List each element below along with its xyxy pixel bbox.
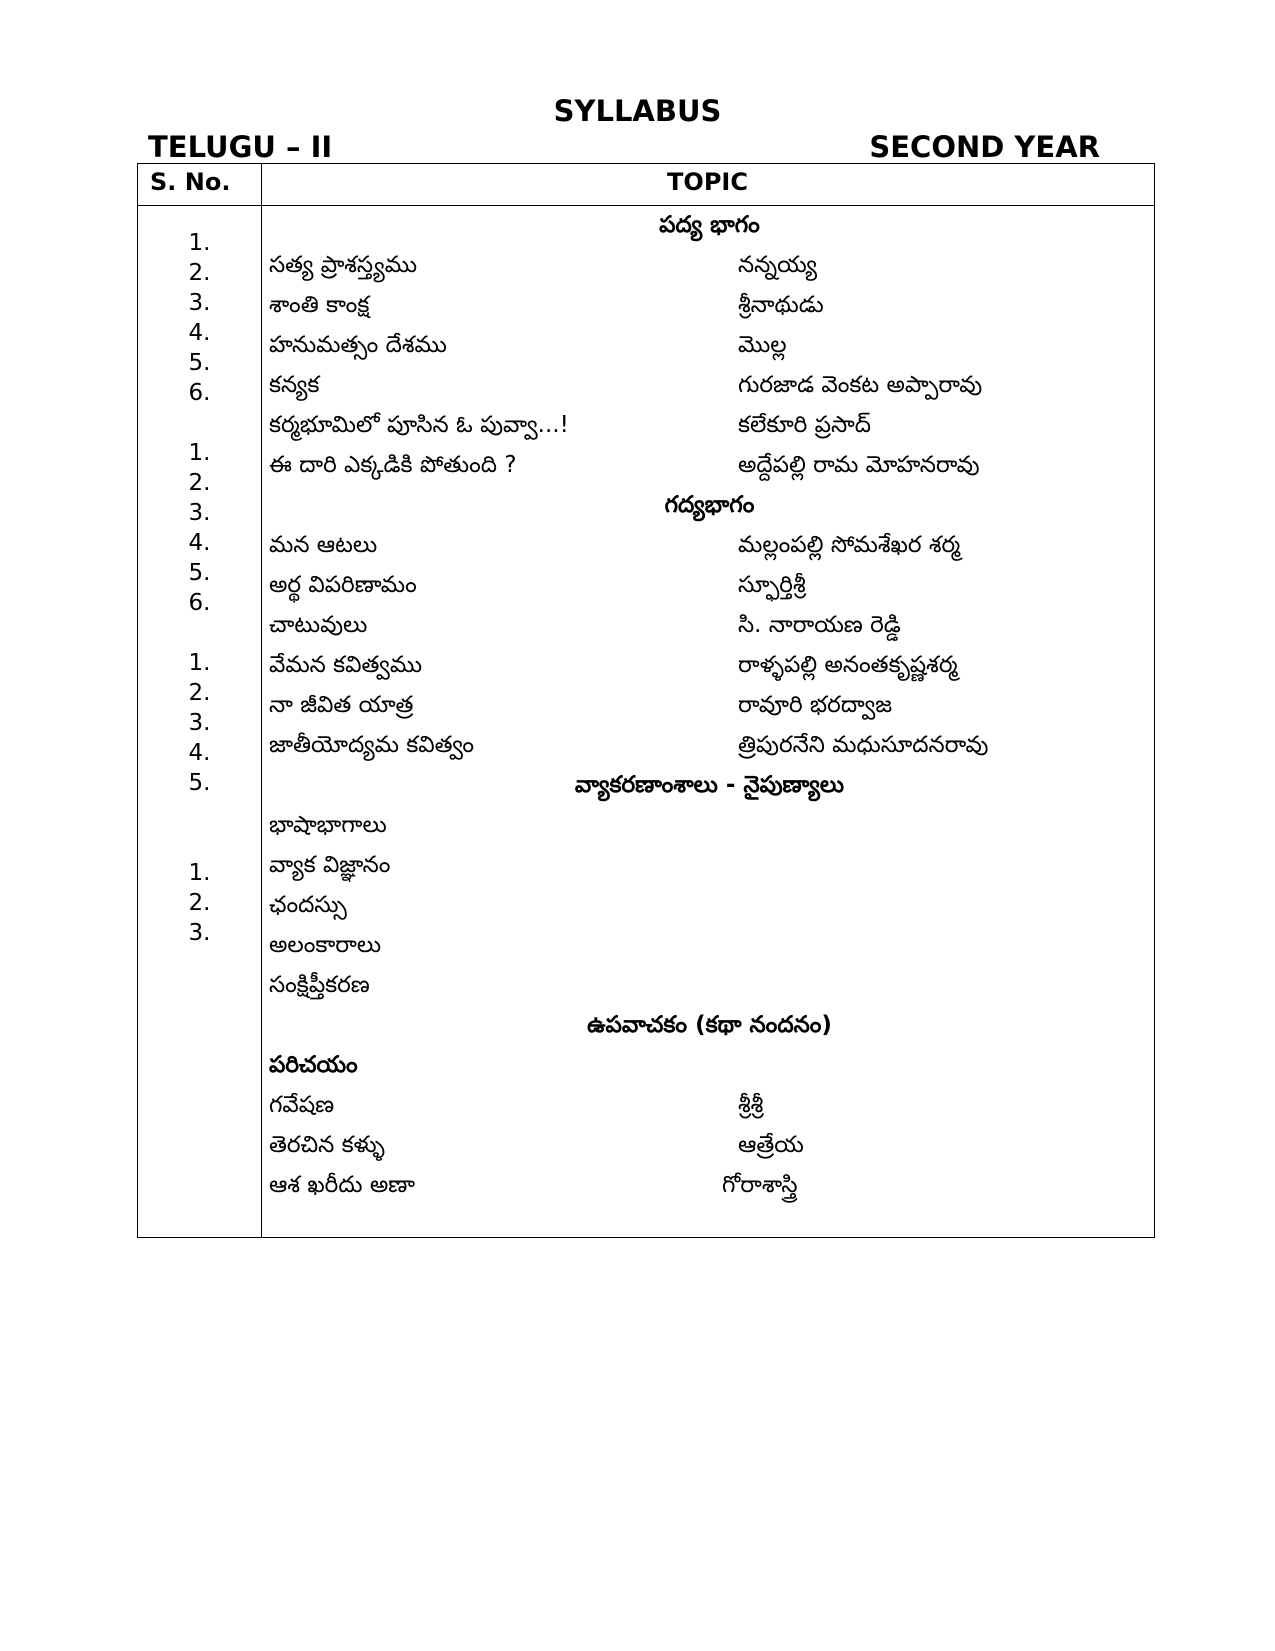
serial-number: 2. [188, 260, 211, 286]
list-item [269, 725, 1154, 765]
column-divider [261, 164, 262, 1237]
serial-number: 6. [188, 380, 211, 406]
list-item [269, 885, 1154, 925]
work-title: శాంతి కాంక్ష [269, 292, 370, 318]
topic-header: TOPIC [667, 168, 748, 196]
author-name: నన్నయ్య [738, 252, 817, 278]
list-item [269, 925, 1154, 965]
work-title: గవేషణ [269, 1092, 335, 1118]
serial-number: 6. [188, 590, 211, 616]
work-title: హనుమత్సం దేశము [269, 332, 447, 358]
author-name: కలేకూరి ప్రసాద్ [738, 412, 871, 438]
grammar-topic: సంక్షిప్తీకరణ [269, 972, 370, 998]
list-item [269, 525, 1154, 565]
grammar-topic: ఛందస్సు [269, 892, 347, 918]
work-title: వేమన కవిత్వము [269, 652, 423, 678]
serial-number: 3. [188, 710, 211, 736]
list-item [269, 845, 1154, 885]
serial-number: 2. [188, 890, 211, 916]
section-heading-prose: గద్యభాగం [664, 492, 755, 518]
work-title: సత్య ప్రాశస్త్యము [269, 252, 418, 278]
serial-number: 2. [188, 470, 211, 496]
list-item [269, 365, 1154, 405]
serial-number: 5. [188, 770, 211, 796]
work-title: మన ఆటలు [269, 532, 378, 558]
author-name: గోరాశాస్త్రి [722, 1172, 798, 1198]
serial-number: 1. [188, 440, 211, 466]
serial-number: 5. [188, 350, 211, 376]
author-name: రావూరి భరద్వాజ [738, 692, 893, 718]
reader-intro: పరిచయం [269, 1052, 358, 1078]
sno-header: S. No. [150, 168, 231, 196]
author-name: మల్లంపల్లి సోమశేఖర శర్మ [738, 532, 961, 558]
list-item [269, 1085, 1154, 1125]
work-title: అర్థ విపరిణామం [269, 572, 417, 598]
author-name: శ్రీశ్రీ [738, 1092, 764, 1118]
section-heading-reader: ఉపవాచకం (కథా నందనం) [587, 1012, 832, 1038]
topic-body [269, 205, 1154, 1205]
serial-number: 1. [188, 650, 211, 676]
serial-number: 3. [188, 290, 211, 316]
list-item [269, 1165, 1154, 1205]
syllabus-table [137, 163, 1155, 1238]
author-name: త్రిపురనేని మధుసూదనరావు [738, 732, 989, 758]
author-name: స్ఫూర్తిశ్రీ [738, 572, 806, 598]
author-name: గురజాడ వెంకట అప్పారావు [738, 372, 983, 398]
author-name: ఆత్రేయ [738, 1132, 804, 1158]
author-name: అద్దేపల్లి రామ మోహనరావు [738, 452, 980, 478]
grammar-topic: భాషాభాగాలు [269, 812, 387, 838]
work-title: కన్యక [269, 372, 320, 398]
list-item [269, 565, 1154, 605]
work-title: తెరచిన కళ్ళు [269, 1132, 385, 1158]
work-title: నా జీవిత యాత్ర [269, 692, 414, 718]
list-item [269, 445, 1154, 485]
section-heading-grammar: వ్యాకరణాంశాలు - నైపుణ్యాలు [574, 772, 845, 798]
page-title: SYLLABUS [553, 94, 722, 128]
list-item [269, 965, 1154, 1005]
serial-number: 1. [188, 860, 211, 886]
grammar-topic: అలంకారాలు [269, 932, 382, 958]
grammar-topic: వ్యాక విజ్ఞానం [269, 852, 391, 878]
work-title: జాతీయోద్యమ కవిత్వం [269, 732, 475, 758]
list-item [269, 1125, 1154, 1165]
list-item [269, 325, 1154, 365]
list-item [269, 645, 1154, 685]
list-item [269, 685, 1154, 725]
list-item [269, 245, 1154, 285]
year-label: SECOND YEAR [869, 130, 1100, 164]
list-item [269, 405, 1154, 445]
author-name: రాళ్ళపల్లి అనంతకృష్ణశర్మ [738, 652, 958, 678]
serial-number: 3. [188, 500, 211, 526]
author-name: శ్రీనాథుడు [738, 292, 824, 318]
work-title: కర్మభూమిలో పూసిన ఓ పువ్వా...! [269, 412, 569, 438]
work-title: ఈ దారి ఎక్కడికి పోతుంది ? [269, 452, 517, 478]
author-name: మొల్ల [738, 332, 787, 358]
serial-number: 2. [188, 680, 211, 706]
serial-number: 4. [188, 320, 211, 346]
work-title: ఆశ ఖరీదు అణా [269, 1172, 416, 1198]
list-item [269, 605, 1154, 645]
serial-number: 3. [188, 920, 211, 946]
section-heading-poetry: పద్య భాగం [659, 212, 760, 238]
author-name: సి. నారాయణ రెడ్డి [738, 612, 901, 638]
serial-number: 5. [188, 560, 211, 586]
subject-label: TELUGU – II [148, 130, 333, 164]
serial-numbers [138, 228, 261, 948]
list-item [269, 285, 1154, 325]
serial-number: 4. [188, 530, 211, 556]
list-item [269, 805, 1154, 845]
serial-number: 1. [188, 230, 211, 256]
work-title: చాటువులు [269, 612, 368, 638]
serial-number: 4. [188, 740, 211, 766]
